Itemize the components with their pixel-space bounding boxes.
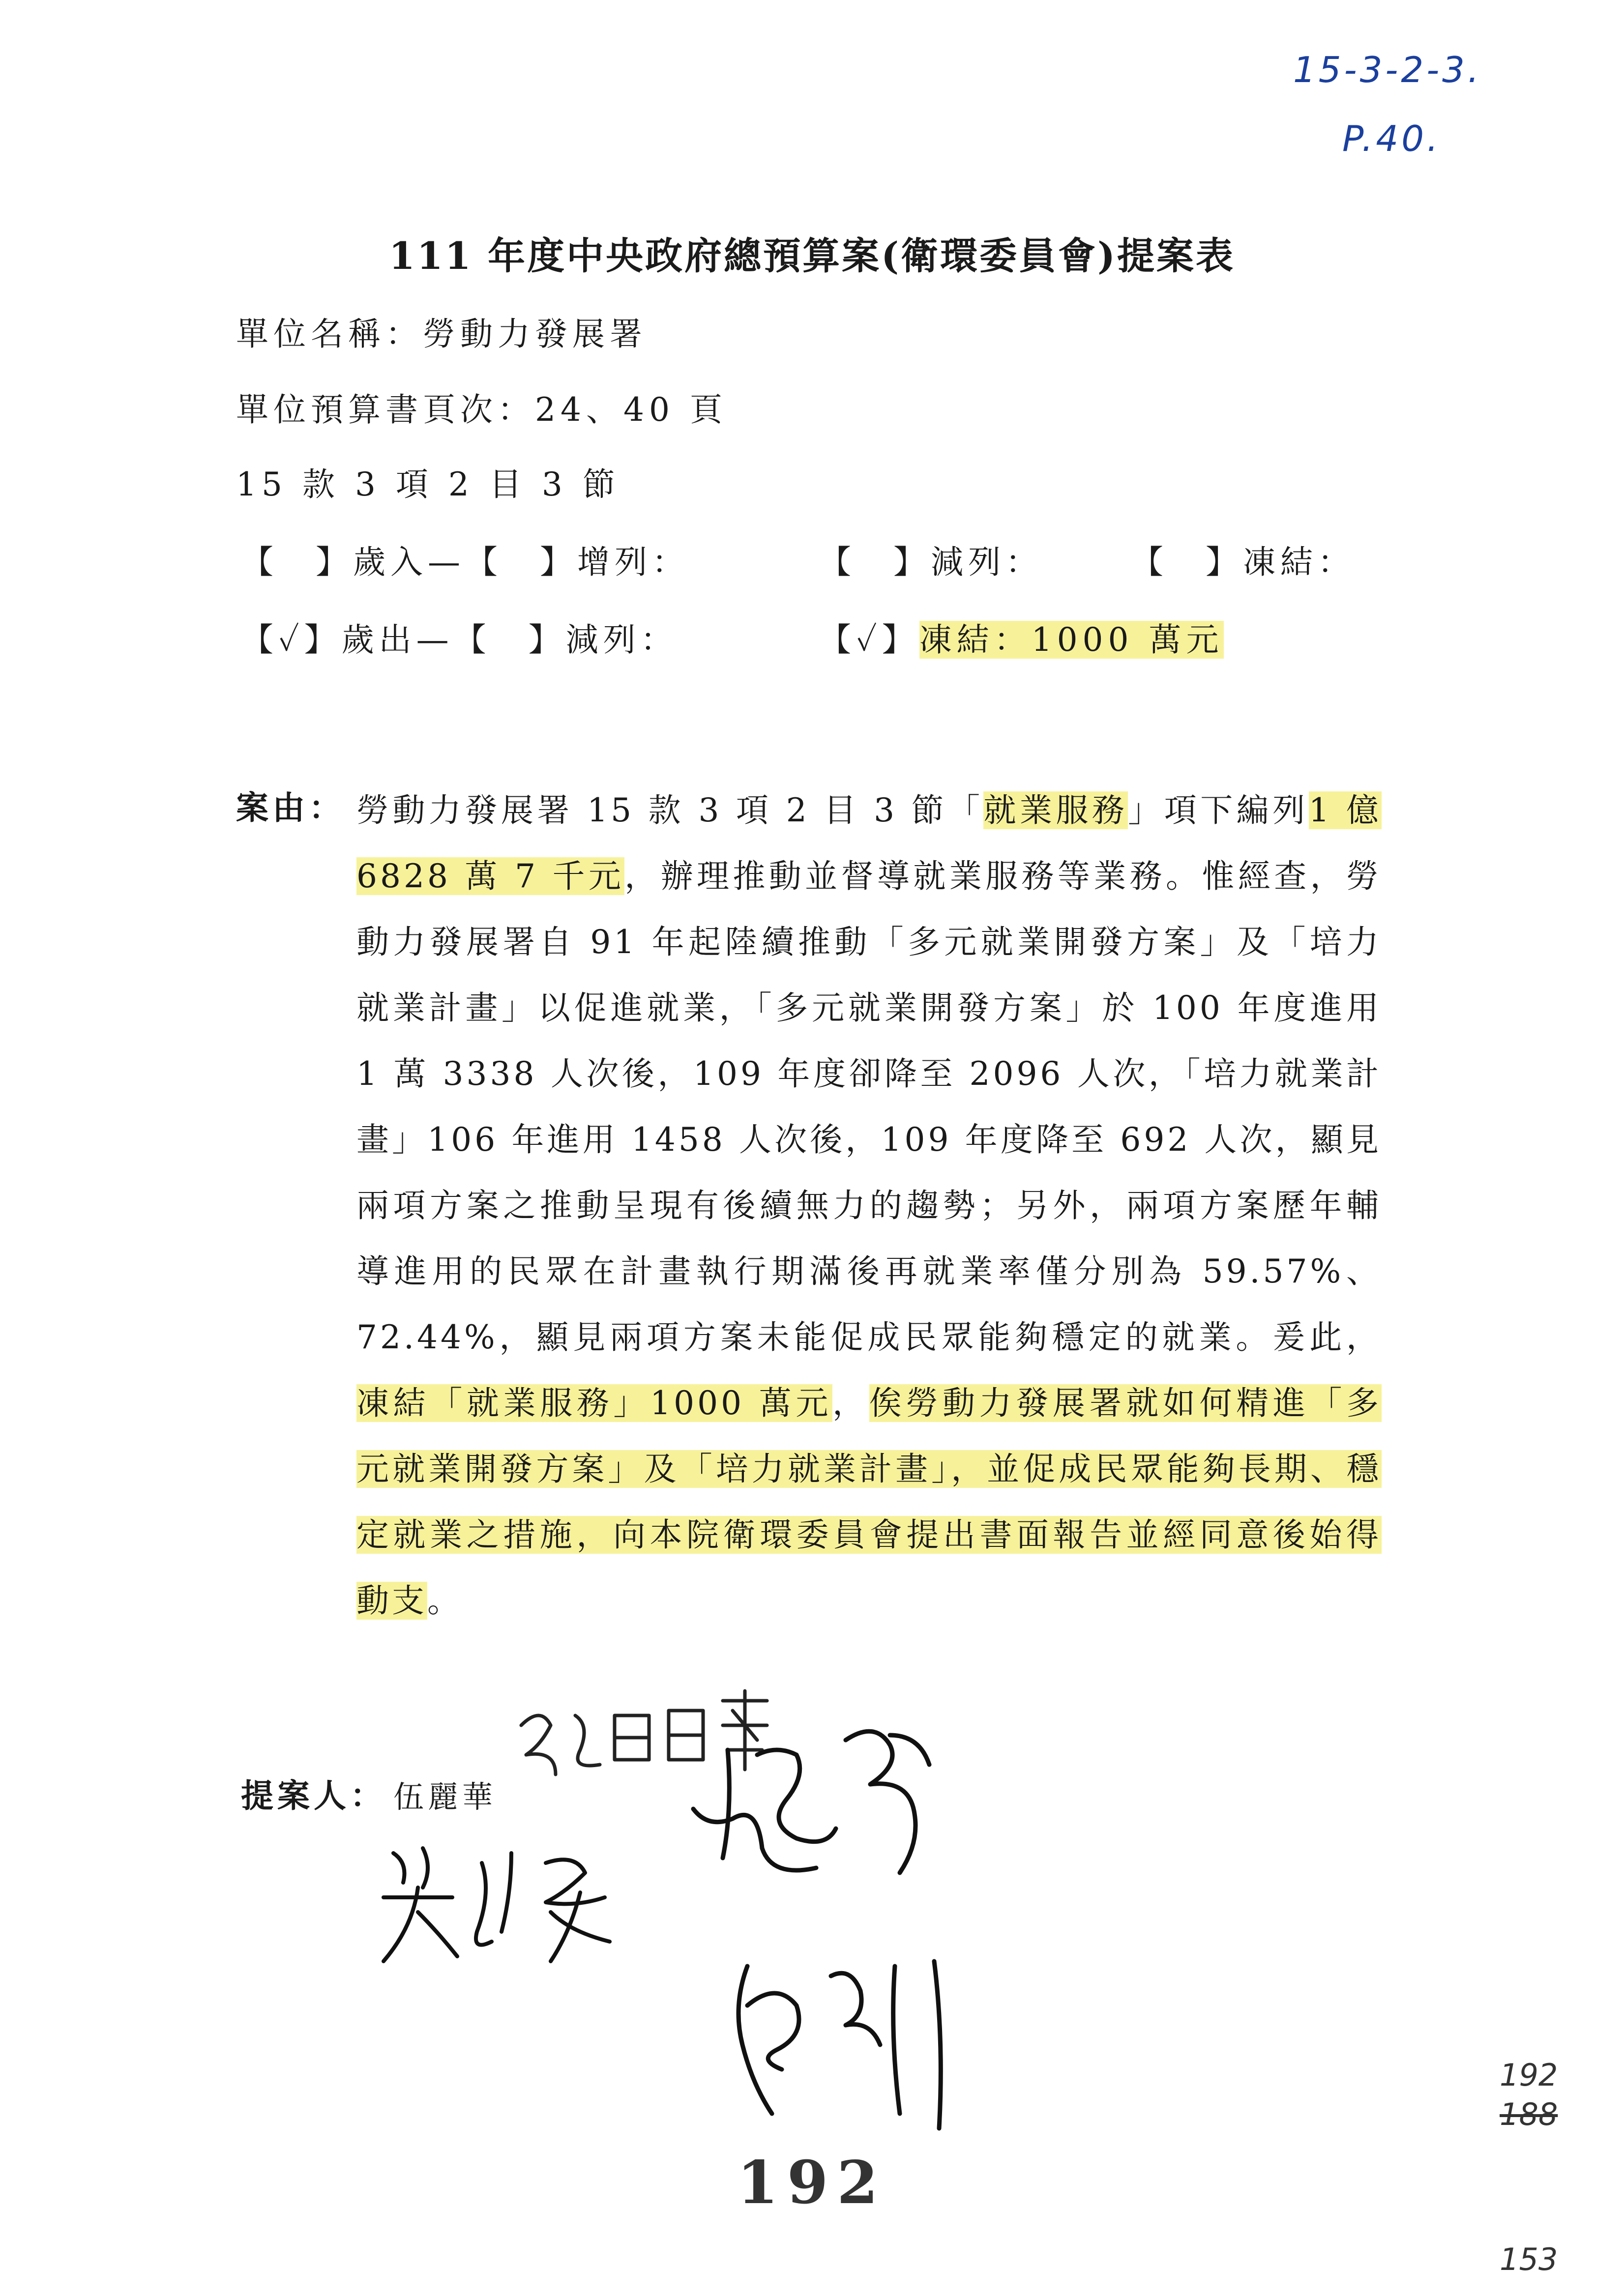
- revenue-increase-checkbox-row: 【 】歲入—【 】增列：: [241, 543, 689, 581]
- case-text-1: 勞動力發展署 15 款 3 項 2 目 3 節「: [356, 791, 984, 829]
- case-highlight-condition: 俟勞動力發展署就如何精進「多元就業開發方案」及「培力就業計畫」，並促成民眾能夠長期、穩定就業之措施，向本院衛環委員會提出書面報告並經同意後始得動支: [356, 1384, 1382, 1620]
- margin-note-page: 192: [1500, 2057, 1558, 2093]
- signature-scribble-left: [374, 1833, 649, 1981]
- margin-note-struck: 188: [1500, 2096, 1558, 2132]
- freeze-check-mark: 【✓】: [819, 621, 919, 659]
- handwritten-code-note: 15-3-2-3.: [1293, 49, 1482, 90]
- case-text-7: ，: [832, 1384, 869, 1422]
- case-text-9: 。: [427, 1582, 463, 1620]
- signature-scribble-middle: [683, 1711, 978, 1917]
- proposer-label: 提案人：: [241, 1776, 386, 1815]
- case-text-5: ，辦理推動並督導就業服務等業務。惟經查，勞動力發展署自 91 年起陸續推動「多元就業開發方案」及「培力就業計畫」以促進就業，「多元就業開發方案」於 100 年度進用 1 萬 3338 人次後，109 年度卻降至 2096 人次，「培力就業計畫」106 年進用 1458 人次後，109 年度降至 692 人次，顯見兩項方案之推動呈現有後續無力的趨勢；另外，兩項方案歷年輔導進用的民眾在計畫執行期滿後再就業率僅分別為 59.57%、72.44%，顯見兩項方案未能促成民眾能夠穩定的就業。爰此，: [356, 857, 1382, 1356]
- freeze-amount-text: 凍結：1000 萬元: [919, 621, 1224, 659]
- signature-scribble-bottom: [718, 1947, 993, 2143]
- document-title: 111 年度中央政府總預算案(衛環委員會)提案表: [388, 234, 1236, 278]
- page-number: 192: [737, 2148, 887, 2217]
- section-field: 15 款 3 項 2 目 3 節: [236, 465, 620, 503]
- margin-note-bottom: 153: [1500, 2241, 1558, 2277]
- case-highlight-employment-service: 就業服務: [983, 791, 1128, 829]
- case-highlight-freeze: 凍結「就業服務」1000 萬元: [356, 1384, 833, 1422]
- handwritten-page-note: P.40.: [1342, 118, 1441, 159]
- expenditure-decrease-checkbox-row: 【✓】歲出—【 】減列：: [241, 621, 678, 659]
- case-text-3: 」項下編列: [1128, 791, 1309, 829]
- case-label: 案由：: [236, 788, 345, 827]
- case-highlight-amount: 1 億 6828 萬 7 千元: [356, 791, 1382, 895]
- budget-pages-field: 單位預算書頁次：24、40 頁: [236, 391, 727, 429]
- revenue-decrease-checkbox: 【 】減列：: [819, 543, 1043, 581]
- unit-name-field: 單位名稱：勞動力發展署: [236, 315, 647, 353]
- expenditure-freeze-checkbox: [819, 613, 1224, 660]
- revenue-freeze-checkbox: 【 】凍結：: [1131, 543, 1355, 581]
- case-body: [356, 778, 1382, 1634]
- proposer-name: 伍麗華: [393, 1779, 497, 1815]
